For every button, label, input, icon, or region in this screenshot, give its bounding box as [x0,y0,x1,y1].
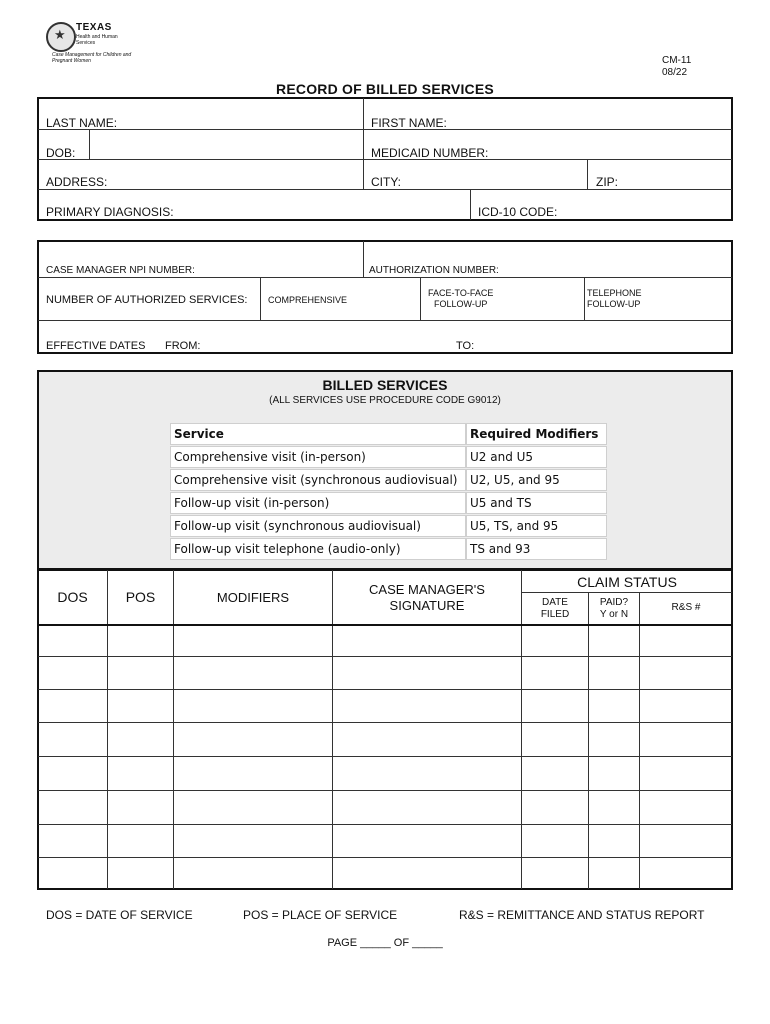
dos-legend: DOS = DATE OF SERVICE [46,908,193,922]
billed-services-title: BILLED SERVICES [322,377,448,393]
last-name-field[interactable]: LAST NAME: [46,116,118,130]
page-number-field[interactable]: PAGE _____ OF _____ [327,937,443,949]
signature-column-header: CASE MANAGER'S SIGNATURE [369,582,485,613]
date-filed-column-header: DATE FILED [540,597,570,620]
billed-services-subtitle: (ALL SERVICES USE PROCEDURE CODE G9012) [269,395,501,406]
effective-to-field[interactable]: TO: [456,340,475,352]
city-field[interactable]: CITY: [371,175,402,189]
authorization-number-field[interactable]: AUTHORIZATION NUMBER: [369,265,499,276]
logo-title: TEXAS [76,22,112,33]
telephone-followup-field[interactable]: TELEPHONE FOLLOW-UP [587,288,642,309]
form-title: RECORD OF BILLED SERVICES [276,81,494,97]
dos-column-header: DOS [57,589,88,605]
logo-subtitle: Health and Human Services [76,34,118,46]
texas-hhs-logo [46,20,156,70]
service-table-header: Service Required Modifiers [170,423,607,445]
authorized-services-label: NUMBER OF AUTHORIZED SERVICES: [46,294,248,306]
form-number-block [662,55,691,79]
claim-status-header: CLAIM STATUS [577,574,677,590]
address-field[interactable]: ADDRESS: [46,175,108,189]
pos-column-header: POS [125,589,156,605]
case-manager-npi-field[interactable]: CASE MANAGER NPI NUMBER: [46,265,195,276]
logo-program: Case Management for Children and Pregnant Women [52,52,132,64]
rs-legend: R&S = REMITTANCE AND STATUS REPORT [459,908,705,922]
service-row: Follow-up visit (in-person) U5 and TS [170,492,607,514]
service-row: Follow-up visit (synchronous audiovisual) U5, TS, and 95 [170,515,607,537]
comprehensive-count-field[interactable]: COMPREHENSIVE [268,295,348,305]
effective-dates-label: EFFECTIVE DATES [46,340,146,352]
zip-field[interactable]: ZIP: [596,175,619,189]
service-row: Comprehensive visit (synchronous audiovisual) U2, U5, and 95 [170,469,607,491]
first-name-field[interactable]: FIRST NAME: [371,116,447,130]
effective-from-field[interactable]: FROM: [165,340,201,352]
primary-diagnosis-field[interactable]: PRIMARY DIAGNOSIS: [46,205,174,219]
face-to-face-followup-field[interactable]: FACE-TO-FACE FOLLOW-UP [428,288,494,309]
modifiers-column-header: MODIFIERS [216,590,290,605]
dob-field[interactable]: DOB: [46,146,76,160]
form-number: CM-11 [662,55,692,66]
paid-column-header: PAID? Y or N [599,597,629,620]
medicaid-number-field[interactable]: MEDICAID NUMBER: [371,146,489,160]
service-row: Follow-up visit telephone (audio-only) TS and 93 [170,538,607,560]
pos-legend: POS = PLACE OF SERVICE [243,908,398,922]
form-revision-date: 08/22 [662,67,688,78]
icd-10-code-field[interactable]: ICD-10 CODE: [478,205,558,219]
service-row: Comprehensive visit (in-person) U2 and U5 [170,446,607,468]
rs-number-column-header: R&S # [671,602,701,613]
texas-seal-icon: ★ [46,22,76,52]
